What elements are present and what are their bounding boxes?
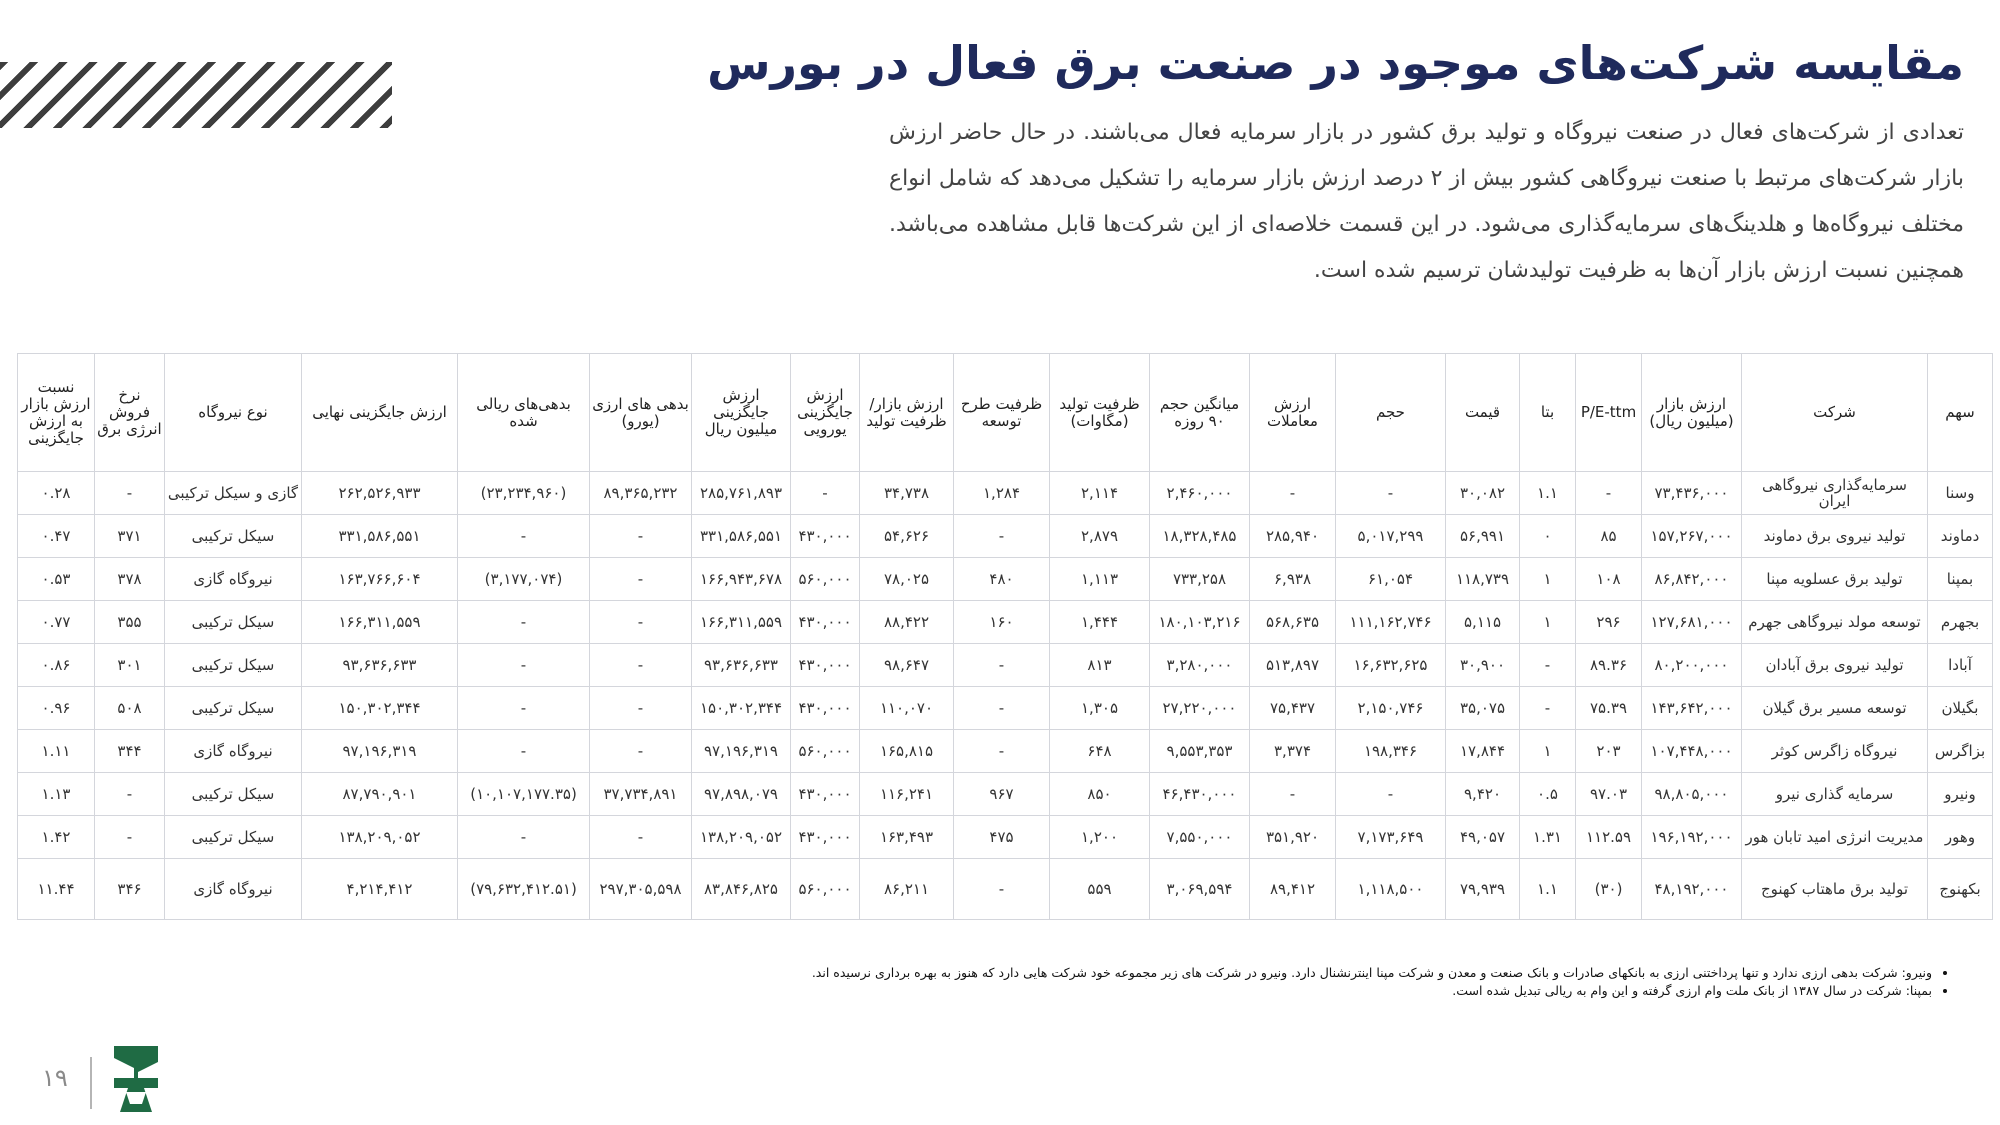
table-cell: تولید نیروی برق دماوند <box>1742 515 1928 558</box>
table-cell: - <box>458 515 590 558</box>
table-cell: ۴,۲۱۴,۴۱۲ <box>302 859 458 920</box>
table-cell: ۹,۴۲۰ <box>1446 773 1520 816</box>
table-cell: ۹۸,۸۰۵,۰۰۰ <box>1642 773 1742 816</box>
table-cell: سیکل ترکیبی <box>165 644 302 687</box>
page-title: مقایسه شرکت‌های موجود در صنعت برق فعال در بورس <box>707 36 1964 90</box>
table-cell: ۱,۳۰۵ <box>1050 687 1150 730</box>
table-cell: - <box>458 816 590 859</box>
table-cell: ۴۳۰,۰۰۰ <box>791 816 860 859</box>
table-cell: ۲,۱۵۰,۷۴۶ <box>1336 687 1446 730</box>
table-cell: ۴۷۵ <box>954 816 1050 859</box>
table-cell: ۲,۱۱۴ <box>1050 472 1150 515</box>
table-cell: سرمایه گذاری نیرو <box>1742 773 1928 816</box>
table-cell: گازی و سیکل ترکیبی <box>165 472 302 515</box>
table-cell: ۵۰۸ <box>95 687 165 730</box>
table-cell: ۸۰,۲۰۰,۰۰۰ <box>1642 644 1742 687</box>
table-cell: (۳۰) <box>1576 859 1642 920</box>
table-cell: - <box>95 472 165 515</box>
table-cell: ۵۶۰,۰۰۰ <box>791 859 860 920</box>
column-header: ارزش بازار (میلیون ریال) <box>1642 354 1742 472</box>
table-cell: ۱۹۶,۱۹۲,۰۰۰ <box>1642 816 1742 859</box>
table-cell: ۱۱۶,۲۴۱ <box>860 773 954 816</box>
decorative-stripes <box>0 62 392 128</box>
table-cell: ۳۷۱ <box>95 515 165 558</box>
table-cell: ۱۹۸,۳۴۶ <box>1336 730 1446 773</box>
table-cell: ۳۴۶ <box>95 859 165 920</box>
column-header: نسبت ارزش بازار به ارزش جایگزینی <box>18 354 95 472</box>
table-cell: ۰.۴۷ <box>18 515 95 558</box>
table-cell: ۳۳۱,۵۸۶,۵۵۱ <box>692 515 791 558</box>
table-cell: ۱۱.۴۴ <box>18 859 95 920</box>
column-header: سهم <box>1928 354 1993 472</box>
table-cell: ۸۵ <box>1576 515 1642 558</box>
column-header: ارزش جایگزینی نهایی <box>302 354 458 472</box>
table-cell: ۸۵۰ <box>1050 773 1150 816</box>
table-cell: - <box>590 515 692 558</box>
table-cell: - <box>1520 644 1576 687</box>
table-cell: ۹۳,۶۳۶,۶۳۳ <box>302 644 458 687</box>
table-cell: ۱,۱۱۳ <box>1050 558 1150 601</box>
table-cell: ۴۳۰,۰۰۰ <box>791 601 860 644</box>
table-cell: ۱۴۳,۶۴۲,۰۰۰ <box>1642 687 1742 730</box>
table-cell: ۳۵,۰۷۵ <box>1446 687 1520 730</box>
table-row <box>18 816 1993 859</box>
table-cell: ۳۵۵ <box>95 601 165 644</box>
table-cell: دماوند <box>1928 515 1993 558</box>
table-cell: - <box>590 730 692 773</box>
table-cell: نیروگاه زاگرس کوثر <box>1742 730 1928 773</box>
table-cell: بمپنا <box>1928 558 1993 601</box>
table-cell: ۱۷,۸۴۴ <box>1446 730 1520 773</box>
table-cell: ۱.۱۳ <box>18 773 95 816</box>
table-cell: سیکل ترکیبی <box>165 687 302 730</box>
table-cell: بجهرم <box>1928 601 1993 644</box>
table-cell: ۰.۲۸ <box>18 472 95 515</box>
table-row <box>18 859 1993 920</box>
table-cell: ۱,۲۰۰ <box>1050 816 1150 859</box>
column-header: شرکت <box>1742 354 1928 472</box>
table-cell: ۵,۱۱۵ <box>1446 601 1520 644</box>
table-cell: ۷۵.۳۹ <box>1576 687 1642 730</box>
table-cell: - <box>954 730 1050 773</box>
table-cell: ۱۸۰,۱۰۳,۲۱۶ <box>1150 601 1250 644</box>
table-cell: ۳,۲۸۰,۰۰۰ <box>1150 644 1250 687</box>
table-cell: ۱.۱ <box>1520 859 1576 920</box>
table-cell: ۱۶۳,۷۶۶,۶۰۴ <box>302 558 458 601</box>
table-cell: ۲۷,۲۲۰,۰۰۰ <box>1150 687 1250 730</box>
table-cell: ۱,۱۱۸,۵۰۰ <box>1336 859 1446 920</box>
table-cell: - <box>590 558 692 601</box>
table-cell: ۹۷,۸۹۸,۰۷۹ <box>692 773 791 816</box>
table-cell: سیکل ترکیبی <box>165 601 302 644</box>
table-cell: ۰.۷۷ <box>18 601 95 644</box>
table-cell: - <box>590 601 692 644</box>
table-cell: تولید برق عسلویه مپنا <box>1742 558 1928 601</box>
table-cell: ۱۱۲.۵۹ <box>1576 816 1642 859</box>
table-cell: ۹۶۷ <box>954 773 1050 816</box>
table-cell: سیکل ترکیبی <box>165 773 302 816</box>
column-header: نرخ فروش انرژی برق <box>95 354 165 472</box>
table-cell: - <box>1576 472 1642 515</box>
table-row <box>18 644 1993 687</box>
table-cell: ۰.۹۶ <box>18 687 95 730</box>
table-cell: - <box>458 601 590 644</box>
table-cell: ۳,۳۷۴ <box>1250 730 1336 773</box>
column-header: حجم <box>1336 354 1446 472</box>
table-cell: - <box>590 644 692 687</box>
table-row <box>18 472 1993 515</box>
table-cell: ۹۸,۶۴۷ <box>860 644 954 687</box>
table-cell: ۴۶,۴۳۰,۰۰۰ <box>1150 773 1250 816</box>
table-cell: ۵۶۰,۰۰۰ <box>791 730 860 773</box>
column-header: ارزش جایگزینی یورویی <box>791 354 860 472</box>
table-cell: - <box>954 515 1050 558</box>
table-header-row <box>18 354 1993 472</box>
table-cell: ۳۴,۷۳۸ <box>860 472 954 515</box>
column-header: ارزش بازار/ظرفیت تولید <box>860 354 954 472</box>
table-cell: ۹,۵۵۳,۳۵۳ <box>1150 730 1250 773</box>
table-cell: مدیریت انرژی امید تابان هور <box>1742 816 1928 859</box>
table-cell: ۱۶۳,۴۹۳ <box>860 816 954 859</box>
table-cell: - <box>791 472 860 515</box>
table-cell: تولید برق ماهتاب کهنوج <box>1742 859 1928 920</box>
table-cell: توسعه مسیر برق گیلان <box>1742 687 1928 730</box>
table-cell: ۱۶۵,۸۱۵ <box>860 730 954 773</box>
table-cell: ۳۴۴ <box>95 730 165 773</box>
table-cell: بکهنوج <box>1928 859 1993 920</box>
table-cell: ۵۴,۶۲۶ <box>860 515 954 558</box>
table-cell: ۱۳۸,۲۰۹,۰۵۲ <box>302 816 458 859</box>
table-cell: ۹۷,۱۹۶,۳۱۹ <box>302 730 458 773</box>
table-cell: ۸۹.۳۶ <box>1576 644 1642 687</box>
table-cell: ۱۵۷,۲۶۷,۰۰۰ <box>1642 515 1742 558</box>
table-cell: ۱۳۸,۲۰۹,۰۵۲ <box>692 816 791 859</box>
comparison-table <box>17 353 1993 920</box>
footnote-item: • ونیرو: شرکت بدهی ارزی ندارد و تنها پرداختنی ارزی به بانکهای صادرات و بانک صنعت و معدن و شرکت مپنا اینترنشنال دارد. ونیرو در شرکت های زیر مجموعه خود شرکت هایی دارد که هنوز به بهره برداری نرسیده اند. <box>620 964 1932 982</box>
table-row <box>18 558 1993 601</box>
table-cell: ۰.۸۶ <box>18 644 95 687</box>
table-cell: بگیلان <box>1928 687 1993 730</box>
table-cell: ۱ <box>1520 601 1576 644</box>
table-cell: ۵۶۰,۰۰۰ <box>791 558 860 601</box>
column-header: نوع نیروگاه <box>165 354 302 472</box>
intro-paragraph: تعدادی از شرکت‌های فعال در صنعت نیروگاه و تولید برق کشور در بازار سرمایه فعال می‌باشند. در حال حاضر ارزش بازار شرکت‌های مرتبط با صنعت نیروگاهی کشور بیش از ۲ درصد ارزش بازار سرمایه را تشکیل می‌دهد که شامل انواع مختلف نیروگاه‌ها و هلدینگ‌های سرمایه‌گذاری می‌شود. در این قسمت خلاصه‌ای از این شرکت‌ها قابل مشاهده می‌باشد. همچنین نسبت ارزش بازار آن‌ها به ظرفیت تولیدشان ترسیم شده است. <box>889 120 1964 283</box>
table-cell: آبادا <box>1928 644 1993 687</box>
table-cell: ۳۳۱,۵۸۶,۵۵۱ <box>302 515 458 558</box>
table-cell: ۹۷.۰۳ <box>1576 773 1642 816</box>
table-cell: سرمایه‌گذاری نیروگاهی ایران <box>1742 472 1928 515</box>
table-cell: ۴۸۰ <box>954 558 1050 601</box>
table-cell: ۱۶۶,۳۱۱,۵۵۹ <box>692 601 791 644</box>
table-cell: - <box>1336 472 1446 515</box>
table-cell: ۱۱۰,۰۷۰ <box>860 687 954 730</box>
table-cell: - <box>458 730 590 773</box>
table-cell: ۰.۵ <box>1520 773 1576 816</box>
column-header: ظرفیت طرح توسعه <box>954 354 1050 472</box>
table-cell: ۸۷,۷۹۰,۹۰۱ <box>302 773 458 816</box>
table-cell: ۱۶۶,۹۴۳,۶۷۸ <box>692 558 791 601</box>
table-row <box>18 515 1993 558</box>
page-number: ۱۹ <box>42 1064 68 1092</box>
table-cell: - <box>1336 773 1446 816</box>
table-row <box>18 773 1993 816</box>
table-cell: نیروگاه گازی <box>165 730 302 773</box>
table-cell: ۱۵۰,۳۰۲,۳۴۴ <box>692 687 791 730</box>
table-cell: ۶,۹۳۸ <box>1250 558 1336 601</box>
table-cell: ۵۵۹ <box>1050 859 1150 920</box>
table-cell: ۱۶,۶۳۲,۶۲۵ <box>1336 644 1446 687</box>
table-cell: ۲۰۳ <box>1576 730 1642 773</box>
footnote-item: • بمپنا: شرکت در سال ۱۳۸۷ از بانک ملت وام ارزی گرفته و این وام به ریالی تبدیل شده است. <box>620 982 1932 1000</box>
table-cell: ۸۳,۸۴۶,۸۲۵ <box>692 859 791 920</box>
table-cell: ۴۳۰,۰۰۰ <box>791 644 860 687</box>
table-cell: - <box>95 816 165 859</box>
table-cell: ۱۵۰,۳۰۲,۳۴۴ <box>302 687 458 730</box>
table-cell: ۸۸,۴۲۲ <box>860 601 954 644</box>
table-row <box>18 687 1993 730</box>
table-cell: ۱۰۷,۴۴۸,۰۰۰ <box>1642 730 1742 773</box>
table-cell: (۳,۱۷۷,۰۷۴) <box>458 558 590 601</box>
table-cell: ۸۹,۳۶۵,۲۳۲ <box>590 472 692 515</box>
table-cell: ۵۶۸,۶۳۵ <box>1250 601 1336 644</box>
company-logo-icon <box>108 1042 164 1116</box>
table-row <box>18 601 1993 644</box>
column-header: بدهی های ارزی (یورو) <box>590 354 692 472</box>
table-cell: ۳۵۱,۹۲۰ <box>1250 816 1336 859</box>
table-cell: (۱۰,۱۰۷,۱۷۷.۳۵) <box>458 773 590 816</box>
table-cell: - <box>1250 773 1336 816</box>
table-cell: - <box>458 687 590 730</box>
table-cell: ۱.۱۱ <box>18 730 95 773</box>
table-cell: ۴۳۰,۰۰۰ <box>791 773 860 816</box>
column-header: بتا <box>1520 354 1576 472</box>
table-cell: تولید نیروی برق آبادان <box>1742 644 1928 687</box>
table-cell: ۲۶۲,۵۲۶,۹۳۳ <box>302 472 458 515</box>
table-cell: ۳۷۸ <box>95 558 165 601</box>
table-cell: ۲۹۶ <box>1576 601 1642 644</box>
table-cell: ۳۰,۰۸۲ <box>1446 472 1520 515</box>
table-cell: ونیرو <box>1928 773 1993 816</box>
table-cell: ۵۶,۹۹۱ <box>1446 515 1520 558</box>
table-cell: ۴۸,۱۹۲,۰۰۰ <box>1642 859 1742 920</box>
table-cell: ۵۱۳,۸۹۷ <box>1250 644 1336 687</box>
table-cell: ۸۶,۲۱۱ <box>860 859 954 920</box>
column-header: P/E-ttm <box>1576 354 1642 472</box>
table-cell: ۲۹۷,۳۰۵,۵۹۸ <box>590 859 692 920</box>
table-cell: ۳,۰۶۹,۵۹۴ <box>1150 859 1250 920</box>
table-cell: ۸۱۳ <box>1050 644 1150 687</box>
table-cell: - <box>1250 472 1336 515</box>
table-cell: ۷,۵۵۰,۰۰۰ <box>1150 816 1250 859</box>
table-cell: - <box>590 687 692 730</box>
table-cell: ۱.۳۱ <box>1520 816 1576 859</box>
table-cell: ۱۶۰ <box>954 601 1050 644</box>
table-cell: - <box>954 859 1050 920</box>
column-header: ظرفیت تولید (مگاوات) <box>1050 354 1150 472</box>
table-body <box>18 472 1993 920</box>
table-cell: ۹۳,۶۳۶,۶۳۳ <box>692 644 791 687</box>
table-cell: ۷۳۳,۲۵۸ <box>1150 558 1250 601</box>
table-cell: - <box>1520 687 1576 730</box>
table-cell: (۲۳,۲۳۴,۹۶۰) <box>458 472 590 515</box>
table-cell: ۳۰۱ <box>95 644 165 687</box>
table-cell: ۵,۰۱۷,۲۹۹ <box>1336 515 1446 558</box>
column-header: بدهی‌های ریالی شده <box>458 354 590 472</box>
column-header: ارزش جایگزینی میلیون ریال <box>692 354 791 472</box>
table-cell: (۷۹,۶۳۲,۴۱۲.۵۱) <box>458 859 590 920</box>
table-cell: ۱۱۸,۷۳۹ <box>1446 558 1520 601</box>
table-cell: نیروگاه گازی <box>165 558 302 601</box>
table-cell: ۴۳۰,۰۰۰ <box>791 515 860 558</box>
table-cell: ۷,۱۷۳,۶۴۹ <box>1336 816 1446 859</box>
table-cell: ۲,۴۶۰,۰۰۰ <box>1150 472 1250 515</box>
table-cell: توسعه مولد نیروگاهی جهرم <box>1742 601 1928 644</box>
table-cell: - <box>590 816 692 859</box>
table-cell: ۱,۴۴۴ <box>1050 601 1150 644</box>
table-cell: ۲۸۵,۷۶۱,۸۹۳ <box>692 472 791 515</box>
table-cell: سیکل ترکیبی <box>165 816 302 859</box>
table-cell: ۳۷,۷۳۴,۸۹۱ <box>590 773 692 816</box>
table-cell: ۱ <box>1520 558 1576 601</box>
table-cell: ۷۹,۹۳۹ <box>1446 859 1520 920</box>
table-cell: - <box>954 644 1050 687</box>
table-cell: ۲,۸۷۹ <box>1050 515 1150 558</box>
table-cell: ۶۱,۰۵۴ <box>1336 558 1446 601</box>
table-cell: ۷۸,۰۲۵ <box>860 558 954 601</box>
table-cell: ۷۵,۴۳۷ <box>1250 687 1336 730</box>
table-cell: ۳۰,۹۰۰ <box>1446 644 1520 687</box>
table-cell: ۱.۱ <box>1520 472 1576 515</box>
table-cell: ۱.۴۲ <box>18 816 95 859</box>
table-cell: ۱۸,۳۲۸,۴۸۵ <box>1150 515 1250 558</box>
table-cell: ۰ <box>1520 515 1576 558</box>
footnotes <box>620 964 1950 1000</box>
column-header: میانگین حجم ۹۰ روزه <box>1150 354 1250 472</box>
table-cell: ۴۹,۰۵۷ <box>1446 816 1520 859</box>
table-cell: ۷۳,۴۳۶,۰۰۰ <box>1642 472 1742 515</box>
table-cell: ۱۶۶,۳۱۱,۵۵۹ <box>302 601 458 644</box>
table-cell: ۸۶,۸۴۲,۰۰۰ <box>1642 558 1742 601</box>
comparison-table-wrapper <box>17 353 1992 920</box>
table-cell: - <box>458 644 590 687</box>
table-cell: وهور <box>1928 816 1993 859</box>
table-cell: - <box>954 687 1050 730</box>
table-cell: ۴۳۰,۰۰۰ <box>791 687 860 730</box>
table-cell: ۱۱۱,۱۶۲,۷۴۶ <box>1336 601 1446 644</box>
table-cell: ۱۰۸ <box>1576 558 1642 601</box>
table-cell: ۸۹,۴۱۲ <box>1250 859 1336 920</box>
table-cell: ۰.۵۳ <box>18 558 95 601</box>
table-row <box>18 730 1993 773</box>
column-header: قیمت <box>1446 354 1520 472</box>
table-cell: نیروگاه گازی <box>165 859 302 920</box>
footer-divider <box>90 1057 92 1109</box>
table-cell: ۲۸۵,۹۴۰ <box>1250 515 1336 558</box>
table-cell: ۱ <box>1520 730 1576 773</box>
table-cell: بزاگرس <box>1928 730 1993 773</box>
table-cell: ۱۲۷,۶۸۱,۰۰۰ <box>1642 601 1742 644</box>
table-cell: ۱,۲۸۴ <box>954 472 1050 515</box>
table-cell: ۹۷,۱۹۶,۳۱۹ <box>692 730 791 773</box>
table-cell: وسنا <box>1928 472 1993 515</box>
column-header: ارزش معاملات <box>1250 354 1336 472</box>
table-cell: سیکل ترکیبی <box>165 515 302 558</box>
table-cell: - <box>95 773 165 816</box>
table-cell: ۶۴۸ <box>1050 730 1150 773</box>
